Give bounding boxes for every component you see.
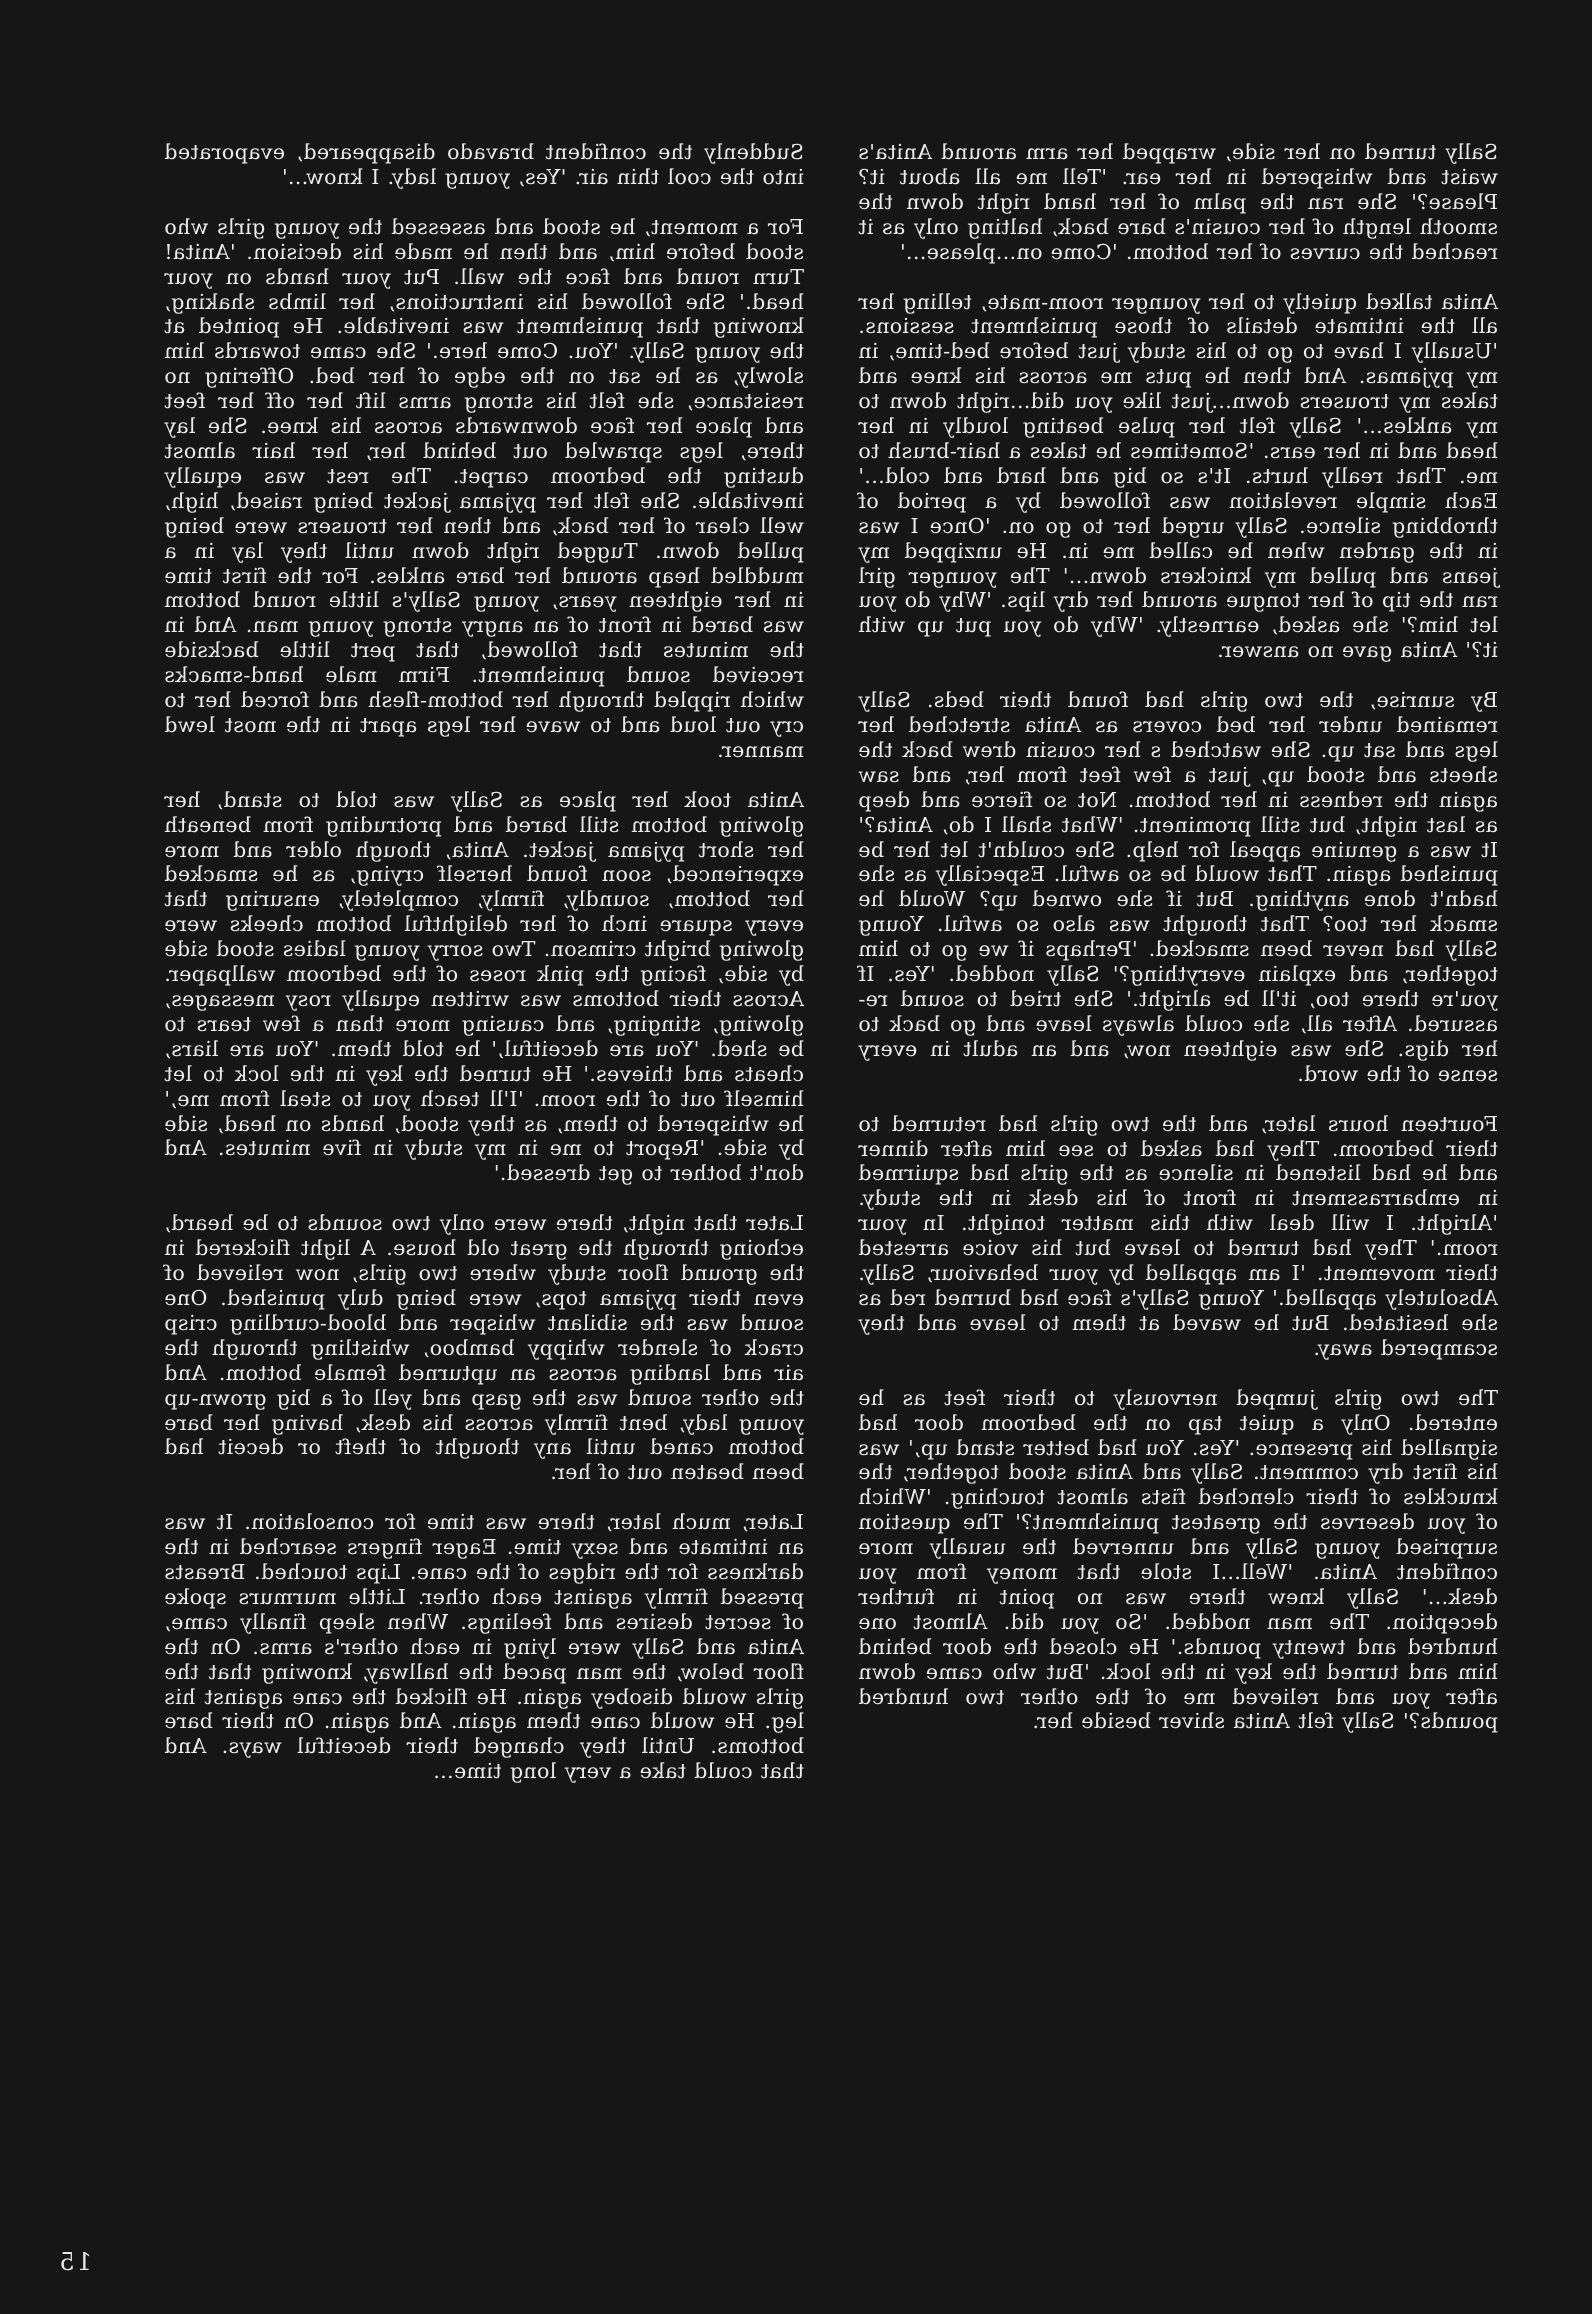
paragraph: By sunrise, the two girls had found their beds. Sally remained under her bed covers as Anita stretched her legs and sat up. She watched s her cousin drew back the sheets and stood up, just a few feet from her, and saw again the redness in her bottom. Not so fierce and deep as last night, but still prominent. 'What shall I do, Anita?' It was a genuine appeal for help. She couldn't let her be punished again. That would be so awful. Especially as she hadn't done anything. But if she owned up? Would he smack her too? That thought was also so awful. Young Sally had never been smacked. 'Perhaps if we go to him together, and explain everything?' Sally nodded. 'Yes. If you're there too, it'll be alright.' She tried to sound re-assured. After all, she could always leave and go back to her digs. She was eighteen now, and an adult in every sense of the word. (858, 688, 1498, 1086)
story-column-right (164, 140, 804, 1809)
paragraph: Later that night, there were only two sounds to be heard, echoing through the great old house. A light flickered in the ground floor study where two girls, now relieved of even their pyjama tops, were being duly punished. One sound was the sibilant whisper and blood-curdling crisp crack of slender whippy bamboo, whistling through the air and landing across an upturned female bottom. And the other sound was the gasp and yell of a big grown-up young lady, bent firmly across his desk, having her bare bottom caned until any thought of theft or deceit had been beaten out of her. (164, 1211, 804, 1485)
story-column-left (858, 140, 1498, 1759)
paragraph: Anita talked quietly to her younger room-mate, telling her all the intimate details of those punishment sessions. 'Usually I have to go to his study just before bed-time, in my pyjamas. And then he puts me across his knee and takes my trousers down...just like you did...right down to my ankles...' Sally felt her pulse beating loudly in her head and in her ears. 'Sometimes he takes a hair-brush to me. That really hurts. It's so big and hard and cold...' Each simple revelation was followed by a period of throbbing silence. Sally urged her to go on. 'Once I was in the garden when he called me in. He unzipped my jeans and pulled my knickers down...' The younger girl ran the tip of her tongue around her dry lips. 'Why do you let him?' she asked, earnestly. 'Why do you put up with it?' Anita gave no answer. (858, 289, 1498, 663)
paragraph: Later, much later, there was time for consolation. It was an intimate and sexy time. Eager fingers searched in the darkness for the ridges of the cane. Lips touched. Breasts pressed firmly against each other. Little murmurs spoke of secret desires and feelings. When sleep finally came, Anita and Sally were lying in each other's arms. On the floor below, the man paced the hallway, knowing that the girls would disobey again. He flicked the cane against his leg. He would cane them again. And again. On their bare bottoms. Until they changed their deceitful ways. And that could take a very long time... (164, 1510, 804, 1784)
paragraph: For a moment, he stood and assessed the young girls who stood before him, and then he made his decision. 'Anita! Turn round and face the wall. Put your hands on your head.' She followed his instructions, her limbs shaking, knowing that punishment was inevitable. He pointed at the young Sally. 'You. Come here.' She came towards him slowly, as he sat on the edge of her bed. Offering no resistance, she felt his strong arms lift her off her feet and place her face downwards across his knee. She lay there, legs sprawled out behind her, her hair almost dusting the bedroom carpet. The rest was equally inevitable. She felt her pyjama jacket being raised, high, well clear of her back, and then her trousers were being pulled down. Tugged right down until they lay in a muddled heap around her bare ankles. For the first time in her eighteen years, young Sally's little round bottom was bared in front of an angry strong young man. And in the minutes that followed, that pert little backside received sound punishment. Firm male hand-smacks which rippled through her bottom-flesh and forced her to cry out loud and to wave her legs apart in the most lewd manner. (164, 214, 804, 762)
paragraph: The two girls jumped nervously to their feet as he entered. Only a quiet tap on the bedroom door had signalled his presence. 'Yes. You had better stand up,' was his first dry comment. Sally and Anita stood together, the knuckles of their clenched fists almost touching. 'Which of you deserves the greatest punishment?' The question surprised young Sally and unnerved the usually more confident Anita. 'Well...I stole that money from you desk...' Sally knew there was no point in further deception. The man nodded. 'So you did. Almost one hundred and twenty pounds.' He closed the door behind him and turned the key in the lock. 'But who came down after you and relieved me of the other two hundred pounds?' Sally felt Anita shiver beside her. (858, 1385, 1498, 1734)
paragraph: Sally turned on her side, wrapped her arm around Anita's waist and whispered in her ear. 'Tell me all about it? Please?' She ran the palm of her hand right down the smooth length of her cousin's bare back, halting only as it reached the curves of her bottom. 'Come on...please...' (858, 140, 1498, 264)
paragraph: Anita took her place as Sally was told to stand, her glowing bottom still bared and protruding from beneath her short pyjama jacket. Anita, though older and more experienced, soon found herself crying, as he smacked her bottom, soundly, firmly, completely, ensuring that every square inch of her delightful bottom cheeks were glowing bright crimson. Two sorry young ladies stood side by side, facing the pink roses of the bedroom wallpaper. Across their bottoms was written equally rosy messages, glowing, stinging, and causing more than a few tears to be shed. 'You are deceitful,' he told them. 'You are liars, cheats and thieves.' He turned the key in the lock to let himself out of the room. 'I'll teach you to steal from me,' he whispered to them, as they stood, hands on head, side by side. 'Report to me in my study in five minutes. And don't bother to get dressed.' (164, 787, 804, 1186)
paragraph: Fourteen hours later, and the two girls had returned to their bedroom. They had asked to see him after dinner and he had listened in silence as the girls had squirmed in embarrassment in front of his desk in the study. 'Alright. I will deal with this matter tonight. In your room.' They had turned to leave but his voice arrested their movement. 'I am appalled by your behaviour, Sally. Absolutely appalled.' Young Sally's face had burned red as she hesitated. But he waved at them to leave and they scampered away. (858, 1111, 1498, 1360)
page-number: 15 (57, 2248, 92, 2276)
paragraph: Suddenly the confident bravado disappeared, evaporated into the cool thin air. 'Yes, young lady. I know...' (164, 140, 804, 189)
